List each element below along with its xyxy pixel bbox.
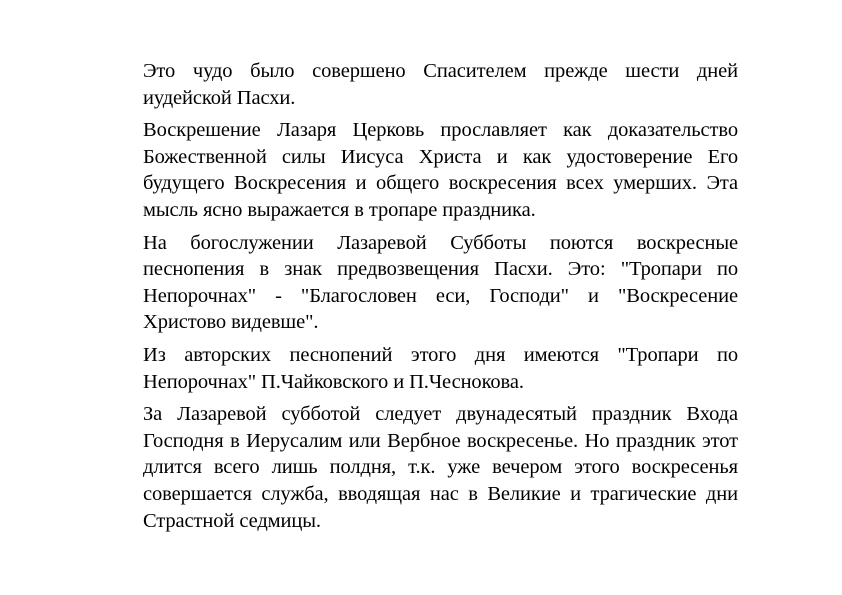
document-body (143, 58, 738, 540)
paragraph-author-hymns: Из авторских песнопений этого дня имеются "Тропари по Непорочнах" П.Чайковского и П.Чеснокова. (143, 343, 738, 393)
paragraph-resurrection-meaning: Воскрешение Лазаря Церковь прославляет как доказательство Божественной силы Иисуса Христа и как удостоверение Его будущего Воскресения и общего воскресения всех умерших. Эта мысль ясно выражается в тропаре праздника. (143, 119, 738, 221)
paragraph-palm-sunday: За Лазаревой субботой следует двунадесятый праздник Входа Господня в Иерусалим или Вербное воскресенье. Но праздник этот длится всего лишь полдня, т.к. уже вечером этого воскресенья совершается служба, вводящая нас в Великие и трагические дни Страстной седмицы. (143, 403, 738, 532)
paragraph-miracle-timing: Это чудо было совершено Спасителем прежде шести дней иудейской Пасхи. (143, 60, 738, 109)
paragraph-saturday-service: На богослужении Лазаревой Субботы поются воскресные песнопения в знак предвозвещения Пасхи. Это: "Тропари по Непорочнах" - "Благословен еси, Господи" и "Воскресение Христово видевше". (143, 231, 738, 334)
